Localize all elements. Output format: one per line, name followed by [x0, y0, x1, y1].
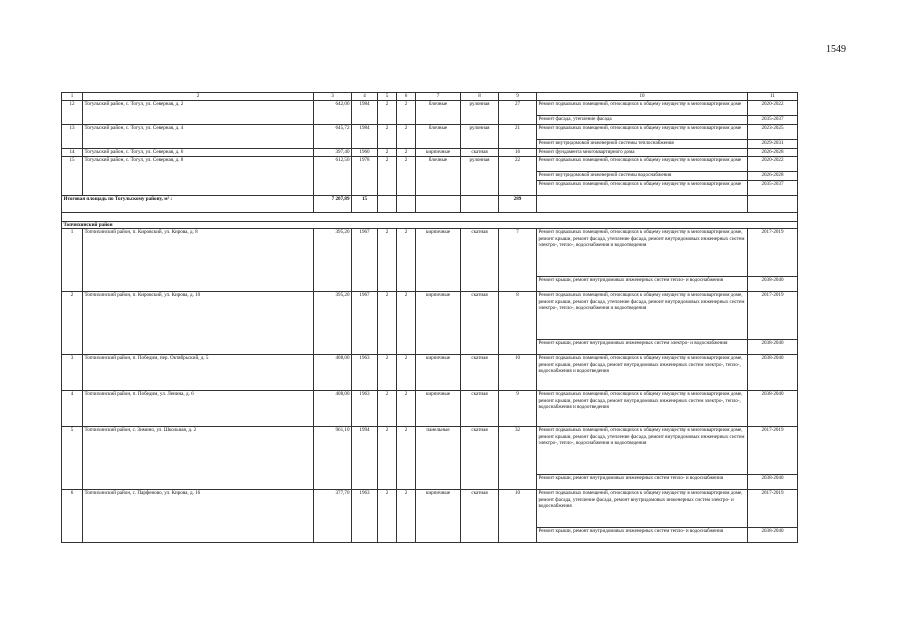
work-period: 2038-2040	[748, 475, 798, 490]
column-number: 3	[314, 93, 352, 101]
work-period: 2020-2022	[748, 100, 798, 115]
entrance-count: 2	[397, 355, 416, 391]
column-number: 1	[62, 93, 83, 101]
floor-count: 2	[378, 292, 397, 355]
house-address: Топчихинский район, п. Кировский, ул. Кирова, д. 8	[83, 229, 314, 292]
row-number: 15	[62, 156, 83, 195]
table-body	[62, 93, 798, 543]
work-period: 2038-2040	[748, 528, 798, 543]
empty-cell	[461, 195, 499, 212]
row-number: 1	[62, 229, 83, 292]
total-row	[62, 195, 798, 212]
wall-material: кирпичные	[416, 292, 461, 355]
roof-type: скатная	[461, 355, 499, 391]
row-number: 2	[62, 292, 83, 355]
floor-count: 2	[378, 229, 397, 292]
roof-type: рулонная	[461, 156, 499, 195]
wall-material: кирпичные	[416, 355, 461, 391]
column-number: 8	[461, 93, 499, 101]
wall-material: кирпичные	[416, 229, 461, 292]
wall-material: блочные	[416, 100, 461, 124]
floor-count: 2	[378, 355, 397, 391]
resident-count: 9	[499, 391, 537, 427]
resident-count: 8	[499, 292, 537, 355]
house-area: 408,00	[314, 391, 352, 427]
work-period: 2038-2040	[748, 340, 798, 355]
column-number: 6	[397, 93, 416, 101]
floor-count: 2	[378, 156, 397, 195]
roof-type: скатная	[461, 148, 499, 156]
work-description: Ремонт внутридомовой инженерной системы водоснабжения	[537, 171, 748, 180]
work-description: Ремонт крыши, ремонт внутридомовых инженерных систем тепло- и водоснабжения	[537, 475, 748, 490]
roof-type: скатная	[461, 427, 499, 490]
work-description: Ремонт фасада, утепление фасада	[537, 115, 748, 124]
row-number: 6	[62, 490, 83, 543]
wall-material: панельные	[416, 427, 461, 490]
entrance-count: 2	[397, 292, 416, 355]
total-residents: 289	[499, 195, 537, 212]
build-year: 1960	[352, 148, 378, 156]
roof-type: скатная	[461, 391, 499, 427]
table-row	[62, 148, 798, 156]
spacer-row	[62, 212, 798, 221]
work-description: Ремонт подвальных помещений, относящихся к общему имуществу в многоквартирном доме	[537, 124, 748, 139]
build-year: 1967	[352, 229, 378, 292]
work-description: Ремонт подвальных помещений, относящихся к общему имуществу в многоквартирном доме, ремонт крыши, ремонт фасада, утепление фасада, ремонт внутридомовых инженерных систем электро-, тепло-, водоснабжения и водоотведения	[537, 229, 748, 277]
work-period: 2017-2019	[748, 229, 798, 277]
work-description: Ремонт подвальных помещений, относящихся к общему имуществу в многоквартирном доме, ремонт крыши, ремонт фасада, утепление фасада, ремонт внутридомовых инженерных систем электро-, тепло-, водоснабжения и водоотведения	[537, 427, 748, 475]
row-number: 5	[62, 427, 83, 490]
work-description: Ремонт подвальных помещений, относящихся к общему имуществу в многоквартирном доме, ремонт крыши, ремонт фасада, ремонт внутридомовых инженерных систем электро-, тепло-, водоснабжения и водоотведения	[537, 355, 748, 391]
floor-count: 2	[378, 427, 397, 490]
work-description: Ремонт фундамента многоквартирного дома	[537, 148, 748, 156]
resident-count: 22	[499, 156, 537, 195]
work-period: 2029-2031	[748, 139, 798, 148]
total-area: 7 207,89	[314, 195, 352, 212]
resident-count: 16	[499, 148, 537, 156]
build-year: 1967	[352, 292, 378, 355]
house-area: 408,00	[314, 355, 352, 391]
work-period: 2038-2040	[748, 355, 798, 391]
entrance-count: 2	[397, 427, 416, 490]
wall-material: блочные	[416, 156, 461, 195]
work-description: Ремонт подвальных помещений, относящихся к общему имуществу в многоквартирном доме	[537, 100, 748, 115]
house-area: 395,20	[314, 292, 352, 355]
floor-count: 2	[378, 391, 397, 427]
work-description: Ремонт крыши, ремонт внутридомовых инженерных систем тепло- и водоснабжения	[537, 528, 748, 543]
row-number: 12	[62, 100, 83, 124]
house-area: 397,40	[314, 148, 352, 156]
house-address: Топчихинский район, п. Кировский, ул. Кирова, д. 10	[83, 292, 314, 355]
empty-cell	[537, 195, 748, 212]
column-number: 11	[748, 93, 798, 101]
column-number: 9	[499, 93, 537, 101]
empty-cell	[397, 195, 416, 212]
house-address: Топчихинский район, п. Победим, ул. Ленина, д. 6	[83, 391, 314, 427]
wall-material: блочные	[416, 124, 461, 148]
work-description: Ремонт крыши, ремонт внутридомовых инженерных систем электро- и водоснабжения	[537, 340, 748, 355]
housing-register-table	[61, 92, 798, 543]
build-year: 1963	[352, 355, 378, 391]
floor-count: 2	[378, 124, 397, 148]
empty-cell	[416, 195, 461, 212]
work-period: 2026-2028	[748, 148, 798, 156]
row-number: 13	[62, 124, 83, 148]
total-houses: 15	[352, 195, 378, 212]
house-address: Топчихинский район, с. Зимино, ул. Школьная, д. 2	[83, 427, 314, 490]
page-number: 1549	[826, 44, 846, 55]
house-area: 395,20	[314, 229, 352, 292]
build-year: 1984	[352, 100, 378, 124]
resident-count: 21	[499, 124, 537, 148]
work-description: Ремонт подвальных помещений, относящихся к общему имуществу в многоквартирном доме	[537, 156, 748, 171]
empty-cell	[378, 195, 397, 212]
resident-count: 27	[499, 100, 537, 124]
table-row	[62, 156, 798, 171]
column-number: 10	[537, 93, 748, 101]
entrance-count: 2	[397, 391, 416, 427]
work-description: Ремонт внутридомовой инженерной системы теплоснабжения	[537, 139, 748, 148]
empty-cell	[748, 195, 798, 212]
house-area: 377,70	[314, 490, 352, 543]
district-title	[62, 221, 798, 229]
house-address: Топчихинский район, п. Победим, пер. Октябрьский, д. 5	[83, 355, 314, 391]
work-period: 2020-2022	[748, 156, 798, 171]
house-address: Тогульский район, с. Тогул, ул. Северная, д. 2	[83, 100, 314, 124]
table-row	[62, 292, 798, 340]
work-period: 2017-2019	[748, 292, 798, 340]
wall-material: кирпичные	[416, 490, 461, 543]
roof-type: рулонная	[461, 100, 499, 124]
build-year: 1984	[352, 124, 378, 148]
work-period: 2026-2028	[748, 171, 798, 180]
entrance-count: 2	[397, 124, 416, 148]
entrance-count: 2	[397, 100, 416, 124]
roof-type: скатная	[461, 292, 499, 355]
floor-count: 2	[378, 100, 397, 124]
build-year: 1963	[352, 490, 378, 543]
house-area: 961,10	[314, 427, 352, 490]
entrance-count: 2	[397, 490, 416, 543]
column-number-row	[62, 93, 798, 101]
work-description: Ремонт подвальных помещений, относящихся к общему имуществу в многоквартирном доме, ремонт крыши, ремонт фасада, утепление фасада, ремонт внутридомовых инженерных систем электро-, тепло-, водоснабжения и водоотведения	[537, 292, 748, 340]
work-period: 2035-2037	[748, 180, 798, 195]
table-row	[62, 427, 798, 475]
resident-count: 10	[499, 355, 537, 391]
floor-count: 2	[378, 148, 397, 156]
column-number: 5	[378, 93, 397, 101]
row-number: 14	[62, 148, 83, 156]
row-number: 4	[62, 391, 83, 427]
table-row	[62, 355, 798, 391]
work-description: Ремонт крыши, ремонт внутридомовых инженерных систем тепло- и водоснабжения	[537, 277, 748, 292]
work-period: 2035-2037	[748, 115, 798, 124]
spacer-row-cell	[62, 212, 798, 221]
house-area: 612,50	[314, 156, 352, 195]
table-row	[62, 490, 798, 528]
work-period: 2038-2040	[748, 391, 798, 427]
work-period: 2023-2025	[748, 124, 798, 139]
build-year: 1978	[352, 156, 378, 195]
work-period: 2017-2019	[748, 490, 798, 528]
build-year: 1963	[352, 391, 378, 427]
entrance-count: 2	[397, 229, 416, 292]
house-address: Тогульский район, с. Тогул, ул. Северная, д. 4	[83, 124, 314, 148]
roof-type: скатная	[461, 229, 499, 292]
wall-material: кирпичные	[416, 148, 461, 156]
house-area: 645,72	[314, 124, 352, 148]
work-description: Ремонт подвальных помещений, относящихся к общему имуществу в многоквартирном доме, ремонт крыши, ремонт фасада, ремонт внутридомовых инженерных систем электро-, тепло-, водоснабжения и водоотведения	[537, 391, 748, 427]
roof-type: скатная	[461, 490, 499, 543]
table-row	[62, 124, 798, 139]
house-address: Тогульский район, с. Тогул, ул. Северная, д. 6	[83, 148, 314, 156]
work-period: 2017-2019	[748, 427, 798, 475]
table-row	[62, 391, 798, 427]
column-number: 7	[416, 93, 461, 101]
total-label: Итоговая площадь по Тогульскому району, м² :	[62, 195, 314, 212]
house-area: 642,00	[314, 100, 352, 124]
house-address: Тогульский район, с. Тогул, ул. Северная, д. 8	[83, 156, 314, 195]
floor-count: 2	[378, 490, 397, 543]
work-description: Ремонт подвальных помещений, относящихся к общему имуществу в многоквартирном доме, ремонт фасада, утепление фасада, ремонт внутридомовых инженерных систем электро- и водоснабжения	[537, 490, 748, 528]
roof-type: рулонная	[461, 124, 499, 148]
wall-material: кирпичные	[416, 391, 461, 427]
column-number: 2	[83, 93, 314, 101]
column-number: 4	[352, 93, 378, 101]
resident-count: 10	[499, 490, 537, 543]
work-period: 2038-2040	[748, 277, 798, 292]
resident-count: 7	[499, 229, 537, 292]
build-year: 1994	[352, 427, 378, 490]
table-row	[62, 229, 798, 277]
district-title-cell: Топчихинский район	[62, 221, 798, 229]
work-description: Ремонт подвальных помещений, относящихся к общему имуществу в многоквартирном доме	[537, 180, 748, 195]
entrance-count: 2	[397, 156, 416, 195]
row-number: 3	[62, 355, 83, 391]
table-row	[62, 100, 798, 115]
resident-count: 32	[499, 427, 537, 490]
entrance-count: 2	[397, 148, 416, 156]
house-address: Топчихинский район, с. Парфеново, ул. Кирова, д. 16	[83, 490, 314, 543]
